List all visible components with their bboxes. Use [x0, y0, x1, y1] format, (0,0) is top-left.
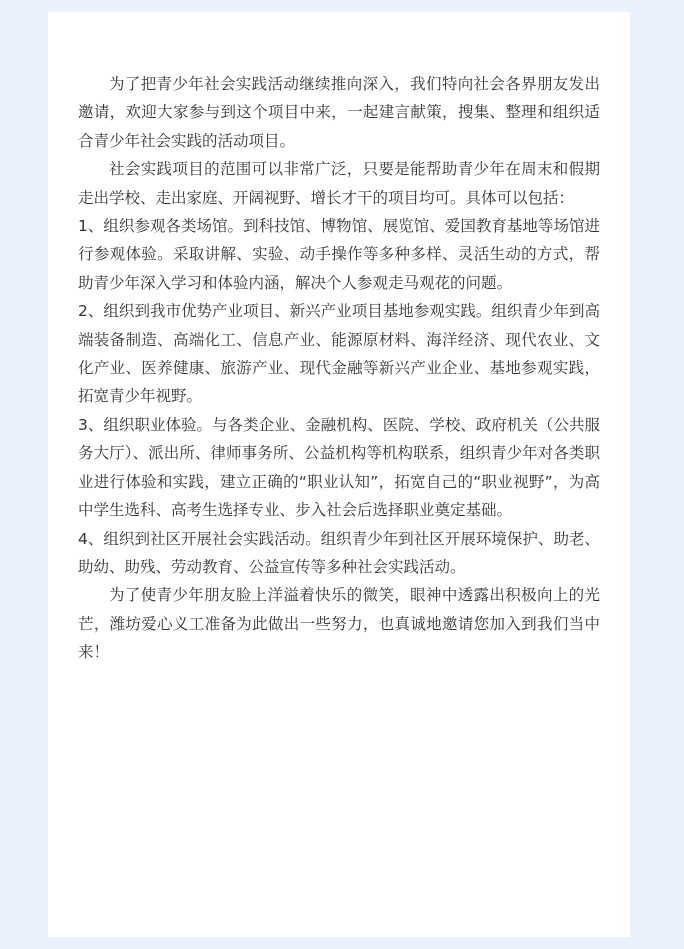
list-item-community: 4、组织到社区开展社会实践活动。组织青少年到社区开展环境保护、助老、助幼、助残、劳动教育、公益宣传等多种社会实践活动。 — [78, 529, 600, 576]
list-item-industry: 2、组织到我市优势产业项目、新兴产业项目基地参观实践。组织青少年到高端装备制造、高端化工、信息产业、能源原材料、海洋经济、现代农业、文化产业、医养健康、旅游产业、现代金融等新兴产业企业、基地参观实践，拓宽青少年视野。 — [78, 302, 600, 406]
list-item-venues: 1、组织参观各类场馆。到科技馆、博物馆、展览馆、爱国教育基地等场馆进行参观体验。采取讲解、实验、动手操作等多种多样、灵活生动的方式，帮助青少年深入学习和体验内涵，解决个人参观走马观花的问题。 — [78, 217, 600, 292]
document-page — [48, 12, 630, 937]
article-body — [78, 70, 600, 667]
paragraph-closing: 为了使青少年朋友脸上洋溢着快乐的微笑，眼神中透露出积极向上的光芒，潍坊爱心义工准备为此做出一些努力，也真诚地邀请您加入到我们当中来！ — [78, 586, 600, 662]
paragraph-intro: 为了把青少年社会实践活动继续推向深入，我们特向社会各界朋友发出邀请，欢迎大家参与到这个项目中来，一起建言献策，搜集、整理和组织适合青少年社会实践的活动项目。 — [78, 75, 600, 150]
list-item-career: 3、组织职业体验。与各类企业、金融机构、医院、学校、政府机关（公共服务大厅）、派出所、律师事务所、公益机构等机构联系，组织青少年对各类职业进行体验和实践，建立正确的“职业认知”，拓宽自己的“职业视野”，为高中学生选科、高考生选择专业、步入社会后选择职业奠定基础。 — [78, 415, 600, 520]
paragraph-scope: 社会实践项目的范围可以非常广泛，只要是能帮助青少年在周末和假期走出学校、走出家庭、开阔视野、增长才干的项目均可。具体可以包括： — [78, 160, 600, 207]
